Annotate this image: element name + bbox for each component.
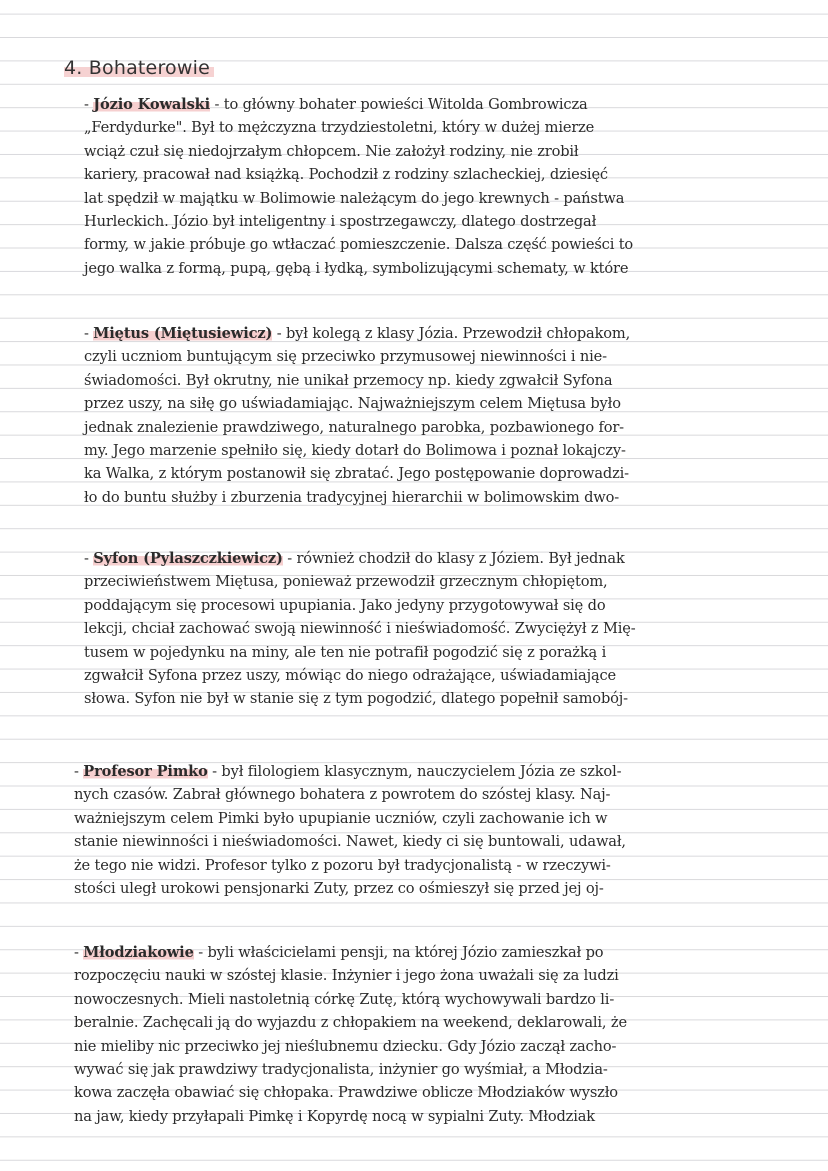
character-name: Syfon (Pylaszczkiewicz)	[93, 550, 283, 567]
entry-line: - Profesor Pimko - był filologiem klasycznym, nauczycielem Józia ze szkol-	[74, 763, 622, 780]
entry-line: zgwałcił Syfona przez uszy, mówiąc do niego odrażające, uświadamiające	[84, 666, 617, 684]
entry-line: przeciwieństwem Miętusa, ponieważ przewodził grzecznym chłopiętom,	[84, 573, 608, 591]
entry-line: poddającym się procesowi upupiania. Jako jedyny przygotowywał się do	[84, 596, 606, 614]
character-entry-syfon	[70, 547, 770, 711]
character-entry-mlodziakowie	[70, 941, 770, 1128]
character-name: Młodziakowie	[83, 944, 194, 961]
entry-line: jednak znalezienie prawdziwego, naturalnego parobka, pozbawionego for-	[84, 418, 624, 436]
entry-line: że tego nie widzi. Profesor tylko z pozoru był tradycjonalistą - w rzeczywi-	[74, 856, 611, 874]
entry-line: tusem w pojedynku na miny, ale ten nie potrafił pogodzić się z porażką i	[84, 643, 607, 661]
entry-line: lekcji, chciał zachować swoją niewinność i nieświadomość. Zwyciężył z Mię-	[84, 620, 636, 638]
entry-line: przez uszy, na siłę go uświadamiając. Najważniejszym celem Miętusa było	[84, 395, 621, 413]
entry-line: - Młodziakowie - byli właścicielami pensji, na której Józio zamieszkał po	[74, 944, 604, 961]
character-name: Józio Kowalski	[93, 96, 210, 113]
entry-line: nowoczesnych. Mieli nastoletnią córkę Zutę, którą wychowywali bardzo li-	[74, 990, 615, 1008]
entry-line: ważniejszym celem Pimki było upupianie uczniów, czyli zachowanie ich w	[74, 809, 608, 827]
entry-line: czyli uczniom buntującym się przeciwko przymusowej niewinności i nie-	[84, 348, 607, 366]
character-entry-pimko	[70, 760, 770, 900]
entry-line: świadomości. Był okrutny, nie unikał przemocy np. kiedy zgwałcił Syfona	[84, 371, 613, 389]
entry-line: jego walka z formą, pupą, gębą i łydką, symbolizującymi schematy, w które	[84, 259, 629, 277]
entry-line: stości uległ urokowi pensjonarki Zuty, przez co ośmieszył się przed jej oj-	[74, 879, 604, 897]
entry-line: nych czasów. Zabrał głównego bohatera z powrotem do szóstej klasy. Naj-	[74, 786, 611, 804]
entry-line: kowa zaczęła obawiać się chłopaka. Prawdziwe oblicze Młodziaków wyszło	[74, 1084, 618, 1102]
entry-line: Hurleckich. Józio był inteligentny i spostrzegawczy, dlatego dostrzegał	[84, 212, 597, 230]
section-heading	[64, 57, 214, 79]
character-name: Miętus (Miętusiewicz)	[93, 325, 273, 342]
entry-line: stanie niewinności i nieświadomości. Nawet, kiedy ci się buntowali, udawał,	[74, 833, 626, 851]
entry-line: - Miętus (Miętusiewicz) - był kolegą z klasy Józia. Przewodził chłopakom,	[84, 325, 631, 342]
entry-line: formy, w jakie próbuje go wtłaczać pomieszczenie. Dalsza część powieści to	[84, 236, 634, 254]
entry-line: rozpoczęciu nauki w szóstej klasie. Inżynier i jego żona uważali się za ludzi	[74, 967, 619, 985]
entry-line: słowa. Syfon nie był w stanie się z tym pogodzić, dlatego popełnił samobój-	[84, 690, 628, 708]
entry-line: - Józio Kowalski - to główny bohater powieści Witolda Gombrowicza	[84, 96, 588, 113]
entry-line: lat spędził w majątku w Bolimowie należącym do jego krewnych - państwa	[84, 189, 625, 207]
entry-line: my. Jego marzenie spełniło się, kiedy dotarł do Bolimowa i poznał lokajczy-	[84, 441, 626, 459]
entry-line: - Syfon (Pylaszczkiewicz) - również chodził do klasy z Józiem. Był jednak	[84, 550, 625, 567]
character-entry-mietus	[70, 322, 770, 509]
character-entry-jozio	[84, 93, 784, 280]
entry-line: wciąż czuł się niedojrzałym chłopcem. Nie założył rodziny, nie zrobił	[84, 142, 579, 160]
character-name: Profesor Pimko	[83, 763, 208, 780]
entry-line: na jaw, kiedy przyłapali Pimkę i Kopyrdę nocą w sypialni Zuty. Młodziak	[74, 1107, 595, 1125]
entry-line: wywać się jak prawdziwy tradycjonalista, inżynier go wyśmiał, a Młodzia-	[74, 1060, 608, 1078]
heading-text: 4. Bohaterowie	[64, 57, 214, 79]
entry-line: nie mieliby nic przeciwko jej nieślubnemu dziecku. Gdy Józio zaczął zacho-	[74, 1037, 617, 1055]
entry-line: ka Walka, z którym postanowił się zbratać. Jego postępowanie doprowadzi-	[84, 465, 629, 483]
entry-line: ło do buntu służby i zburzenia tradycyjnej hierarchii w bolimowskim dwo-	[84, 488, 620, 506]
entry-line: „Ferdydurke". Był to mężczyzna trzydziestoletni, który w dużej mierze	[84, 119, 595, 137]
entry-line: beralnie. Zachęcali ją do wyjazdu z chłopakiem na weekend, deklarowali, że	[74, 1014, 627, 1032]
entry-line: kariery, pracował nad książką. Pochodził z rodziny szlacheckiej, dziesięć	[84, 166, 608, 184]
